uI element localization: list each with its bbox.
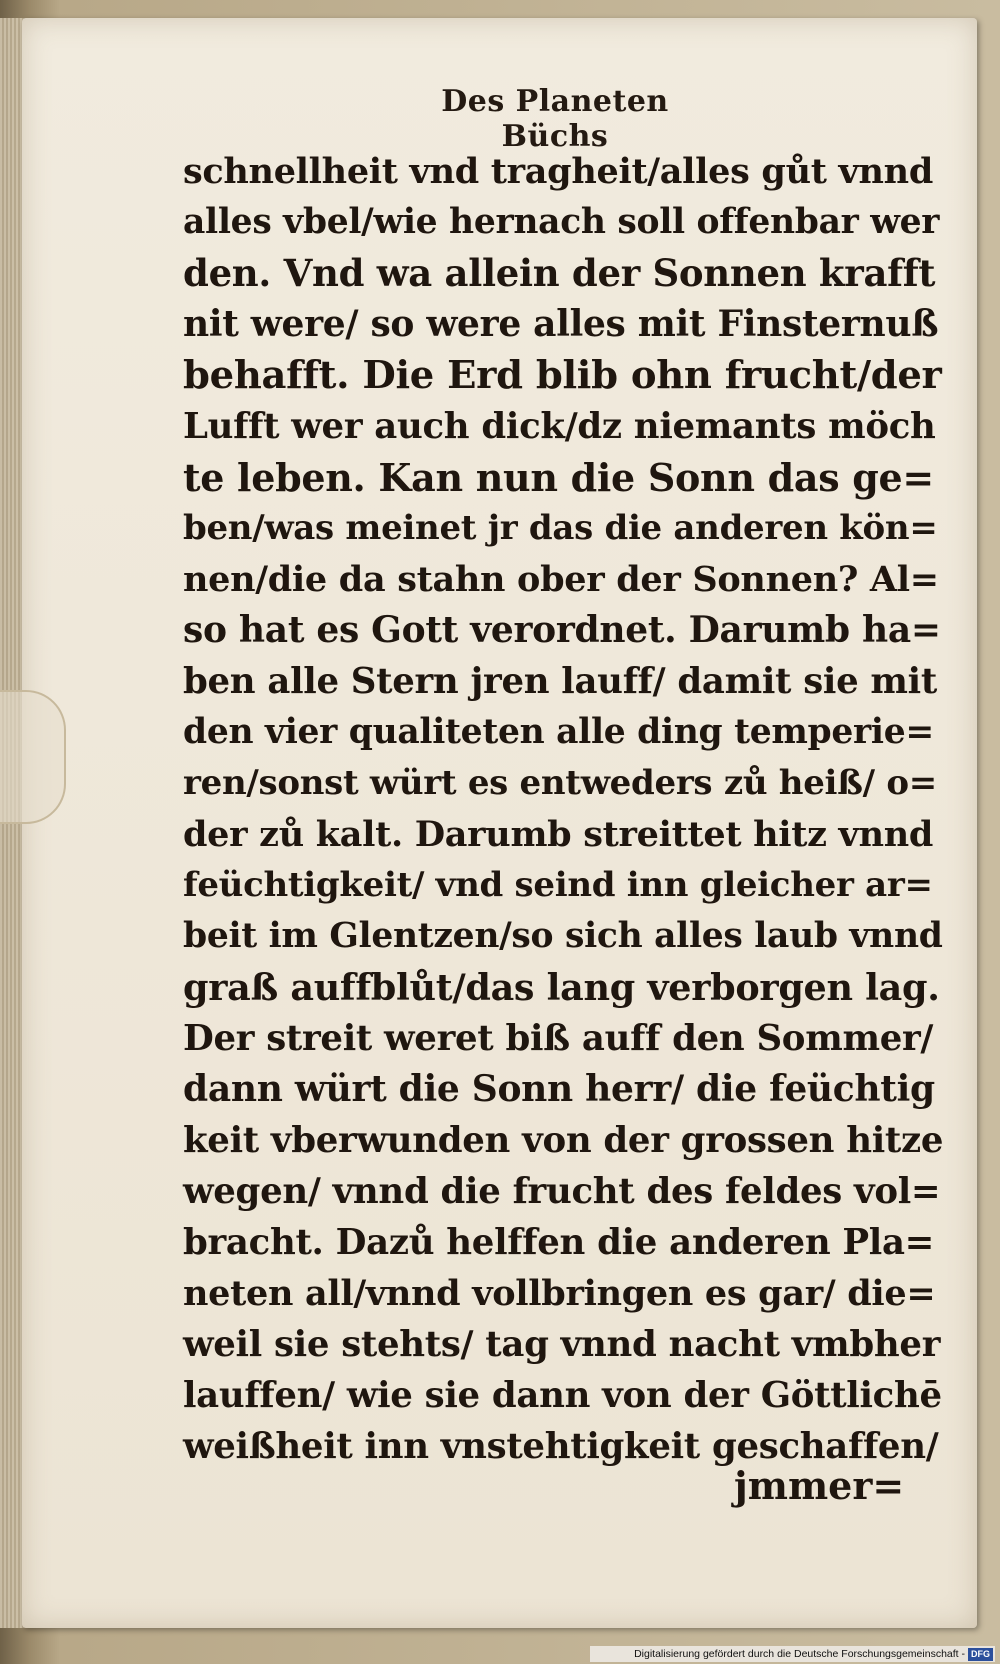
text-line: bracht. Dazů helffen die anderen Pla= xyxy=(183,1222,935,1263)
text-line: graß auffblůt/das lang verborgen lag. xyxy=(183,966,940,1009)
digitization-credit xyxy=(590,1646,995,1662)
text-line: keit vberwunden von der grossen hitze xyxy=(183,1120,944,1161)
text-line: nit were/ so were alles mit Finsternuß xyxy=(183,303,939,345)
text-line: neten all/vnnd vollbringen es gar/ die= xyxy=(183,1273,936,1314)
text-line: Der streit weret biß auff den Sommer/ xyxy=(183,1018,934,1059)
text-line: nen/die da stahn ober der Sonnen? Al= xyxy=(183,559,939,600)
text-line: ren/sonst würt es entweders zů heiß/ o= xyxy=(183,763,937,803)
body-text xyxy=(183,146,943,1472)
text-line: beit im Glentzen/so sich alles laub vnnd xyxy=(183,916,943,956)
text-line: weißheit inn vnstehtigkeit geschaffen/ xyxy=(183,1426,939,1467)
text-line: lauffen/ wie sie dann von der Göttlichē xyxy=(183,1375,942,1416)
text-line: dann würt die Sonn herr/ die feüchtig xyxy=(183,1068,935,1110)
text-line: behafft. Die Erd blib ohn frucht/der xyxy=(183,353,942,398)
text-line: der zů kalt. Darumb streittet hitz vnnd xyxy=(183,814,934,855)
text-line: weil sie stehts/ tag vnnd nacht vmbher xyxy=(183,1324,941,1365)
text-line: wegen/ vnnd die frucht des feldes vol= xyxy=(183,1171,941,1212)
text-line: te leben. Kan nun die Sonn das ge= xyxy=(183,455,934,500)
text-line: Lufft wer auch dick/dz niemants möch xyxy=(183,406,936,447)
dfg-logo: DFG xyxy=(968,1648,993,1661)
text-line: so hat es Gott verordnet. Darumb ha= xyxy=(183,609,941,651)
page-tab-marker xyxy=(0,690,66,824)
text-line: den. Vnd wa allein der Sonnen krafft xyxy=(183,251,936,295)
text-line: den vier qualiteten alle ding temperie= xyxy=(183,712,934,752)
text-line: ben alle Stern jren lauff/ damit sie mit xyxy=(183,661,937,702)
credit-text: Digitalisierung gefördert durch die Deutsche Forschungsgemeinschaft - xyxy=(634,1648,965,1660)
text-line: feüchtigkeit/ vnd seind inn gleicher ar= xyxy=(183,865,933,905)
text-line: ben/was meinet jr das die anderen kön= xyxy=(183,508,938,548)
text-line: schnellheit vnd tragheit/alles gůt vnnd xyxy=(183,151,933,192)
text-line: alles vbel/wie hernach soll offenbar wer xyxy=(183,202,940,242)
catchword: jmmer= xyxy=(734,1463,905,1508)
running-title: Des Planeten Büchs xyxy=(441,84,669,154)
